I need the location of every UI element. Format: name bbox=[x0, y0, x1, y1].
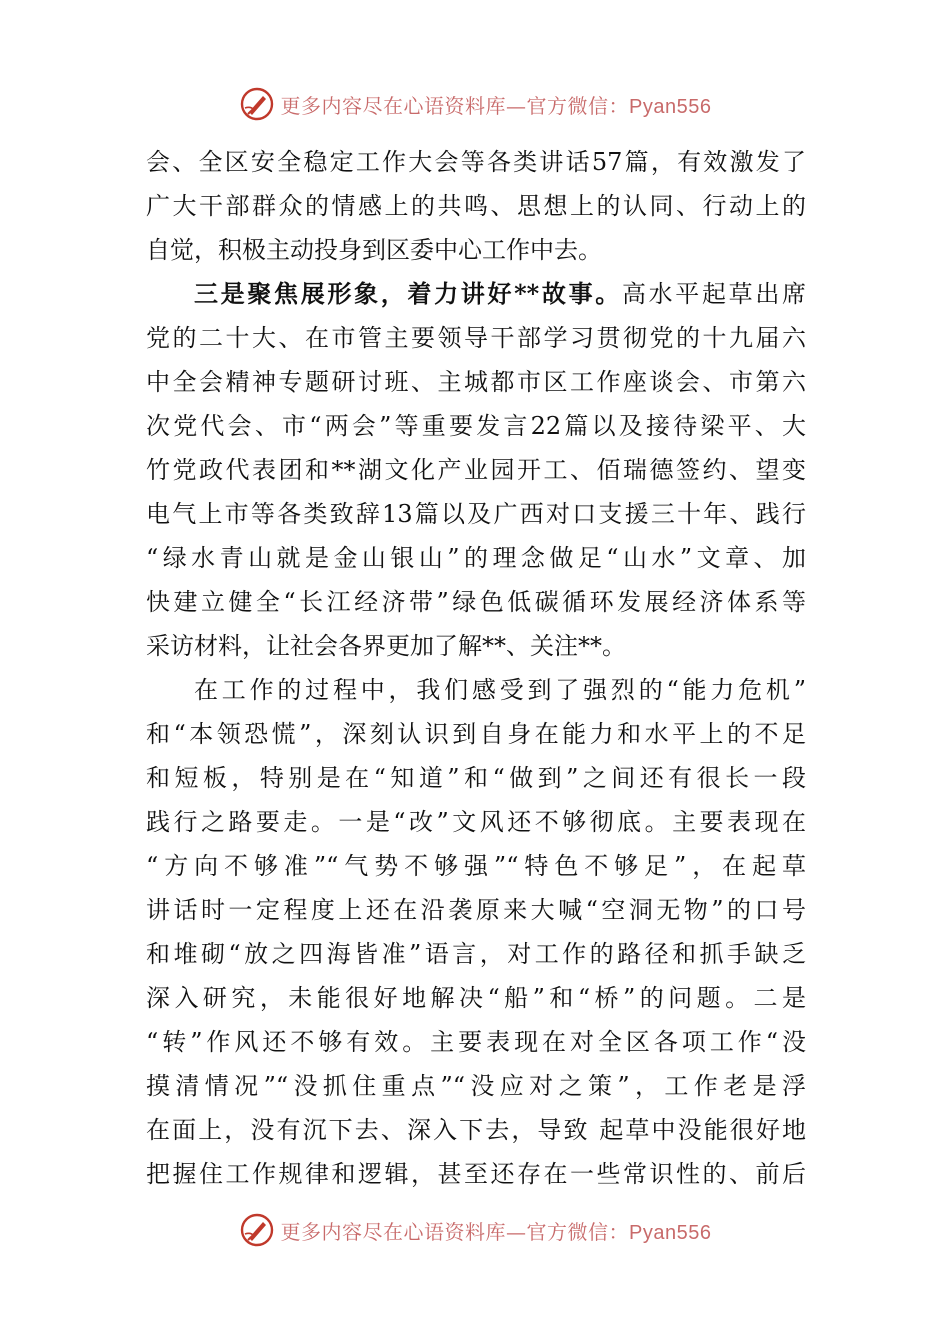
text-line: 广大干部群众的情感上的共鸣、思想上的认同、行动上的 bbox=[146, 192, 806, 220]
text-line: 在面上，没有沉下去、深入下去，导致 起草中没能很好地 bbox=[146, 1116, 806, 1144]
text-line: “转”作风还不够有效。主要表现在对全区各项工作“没 bbox=[146, 1028, 806, 1056]
text-line: 践行之路要走。一是“改”文风还不够彻底。主要表现在 bbox=[146, 808, 806, 836]
watermark-text bbox=[281, 1216, 712, 1245]
text-line: 和堆砌“放之四海皆准”语言，对工作的路径和抓手缺乏 bbox=[146, 940, 806, 968]
watermark-text-cn: 更多内容尽在心语资料库—官方微信： bbox=[280, 93, 630, 118]
watermark-text-latin: Pyan556 bbox=[629, 1221, 712, 1244]
paragraph-lead-bold: 三是聚焦展形象，着力讲好**故事。 bbox=[194, 279, 622, 308]
text-line: 深入研究，未能很好地解决“船”和“桥”的问题。二是 bbox=[146, 984, 806, 1012]
footer-watermark bbox=[0, 1210, 950, 1250]
text-line-heading bbox=[146, 272, 806, 316]
text-line: 电气上市等各类致辞13篇以及广西对口支援三十年、践行 bbox=[146, 500, 806, 528]
pen-seal-icon bbox=[239, 86, 275, 122]
watermark-text-cn: 更多内容尽在心语资料库—官方微信： bbox=[280, 1219, 630, 1244]
body-text bbox=[146, 140, 806, 1196]
text-line: 在工作的过程中，我们感受到了强烈的“能力危机” bbox=[194, 676, 806, 704]
watermark-text-latin: Pyan556 bbox=[629, 95, 712, 118]
text-line: “方向不够准”“气势不够强”“特色不够足”，在起草 bbox=[146, 852, 806, 880]
text-line: 次党代会、市“两会”等重要发言22篇以及接待梁平、大 bbox=[146, 412, 806, 440]
text-line: “绿水青山就是金山银山”的理念做足“山水”文章、加 bbox=[146, 544, 806, 572]
paragraph-lead-rest: 高水平起草出席 bbox=[621, 280, 806, 308]
text-line: 采访材料，让社会各界更加了解**、关注**。 bbox=[146, 632, 626, 660]
text-line: 把握住工作规律和逻辑，甚至还存在一些常识性的、前后 bbox=[146, 1160, 806, 1188]
text-line: 和“本领恐慌”，深刻认识到自身在能力和水平上的不足 bbox=[146, 720, 806, 748]
text-line: 自觉，积极主动投身到区委中心工作中去。 bbox=[146, 236, 602, 264]
watermark-text bbox=[281, 90, 712, 119]
text-line: 党的二十大、在市管主要领导干部学习贯彻党的十九届六 bbox=[146, 324, 806, 352]
text-line: 快建立健全“长江经济带”绿色低碳循环发展经济体系等 bbox=[146, 588, 806, 616]
text-line: 摸清情况”“没抓住重点”“没应对之策”，工作老是浮 bbox=[146, 1072, 806, 1100]
text-line: 竹党政代表团和**湖文化产业园开工、佰瑞德签约、望变 bbox=[146, 456, 806, 484]
header-watermark bbox=[0, 84, 950, 124]
pen-seal-icon bbox=[239, 1212, 275, 1248]
text-line: 会、全区安全稳定工作大会等各类讲话57篇，有效激发了 bbox=[146, 148, 806, 176]
text-line: 和短板，特别是在“知道”和“做到”之间还有很长一段 bbox=[146, 764, 806, 792]
text-line: 讲话时一定程度上还在沿袭原来大喊“空洞无物”的口号 bbox=[146, 896, 806, 924]
text-line: 中全会精神专题研讨班、主城都市区工作座谈会、市第六 bbox=[146, 368, 806, 396]
